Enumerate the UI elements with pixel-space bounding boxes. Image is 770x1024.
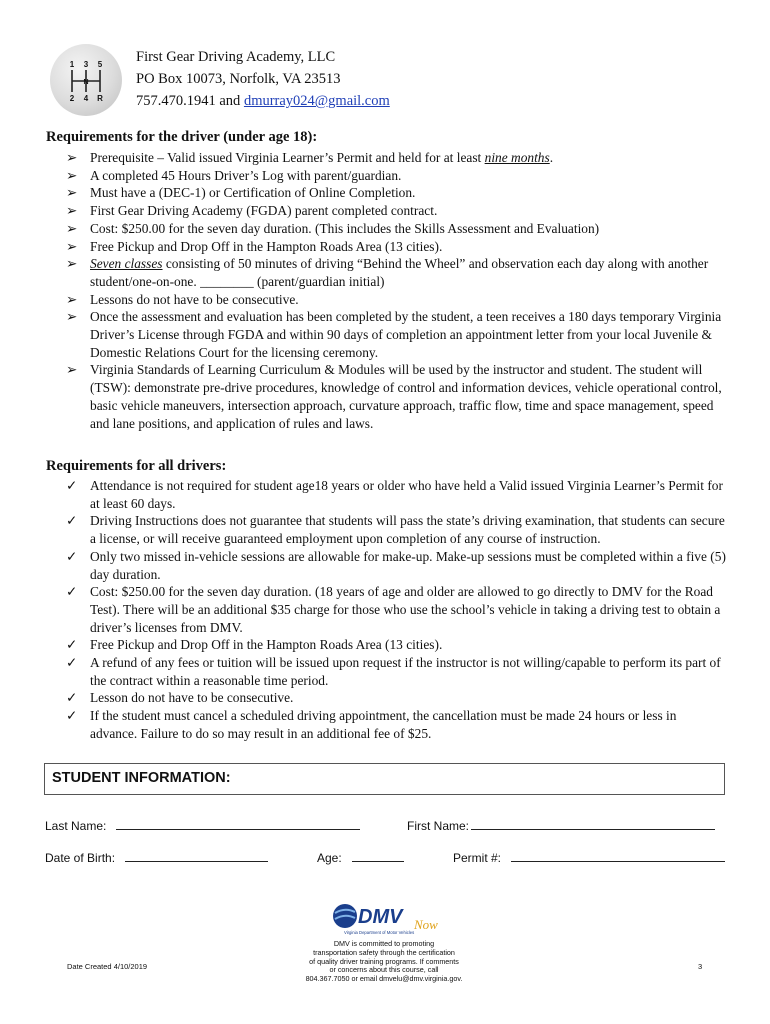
gear-label: N <box>83 79 89 86</box>
dmv-now-logo <box>330 899 442 939</box>
arrow-bullet-icon: ➢ <box>66 238 78 254</box>
gear-label: 1 <box>69 60 75 69</box>
age-line[interactable] <box>352 850 404 862</box>
requirement-text: First Gear Driving Academy (FGDA) parent completed contract. <box>90 203 438 219</box>
requirement-text: Attendance is not required for student age18 years or older who have held a Valid issued Virginia Learner’s Permit for at least 60 days. <box>90 478 723 511</box>
requirement-item <box>66 238 726 256</box>
requirement-text: Cost: $250.00 for the seven day duration. (This includes the Skills Assessment and Evaluation) <box>90 220 600 236</box>
dmv-wordmark: DMV <box>358 906 403 928</box>
company-contact <box>136 93 390 110</box>
gear-label: 2 <box>69 94 75 103</box>
company-name: First Gear Driving Academy, LLC <box>136 49 336 65</box>
emphasis-text: nine months <box>484 150 550 165</box>
requirement-item <box>66 512 726 547</box>
dmv-logo-icon <box>330 899 442 939</box>
requirement-text: Once the assessment and evaluation has been completed by the student, a teen receives a 180 days temporary Virginia Driver’s License through FGDA and within 90 days of completion an appointment letter from your local Juvenile & Domestic Relations Court for the licensing ceremony. <box>90 309 722 360</box>
email-link[interactable]: dmurray024@gmail.com <box>243 93 390 109</box>
permit-field[interactable] <box>453 850 725 865</box>
check-bullet-icon: ✓ <box>66 708 78 724</box>
requirement-text: Seven classes consisting of 50 minutes of driving “Behind the Wheel” and observation each day along with another student/one-on-one. ________ (parent/guardian initial) <box>90 256 709 289</box>
requirement-item <box>66 654 726 689</box>
arrow-bullet-icon: ➢ <box>66 291 78 307</box>
requirement-text: Lesson do not have to be consecutive. <box>90 690 294 706</box>
requirement-item <box>66 202 726 220</box>
dmv-statement-line: DMV is committed to promoting <box>333 939 435 948</box>
check-bullet-icon: ✓ <box>66 513 78 529</box>
requirement-text: If the student must cancel a scheduled driving appointment, the cancellation must be made 24 hours or less in advance. Failure to do so may result in an additional fee of $25. <box>90 708 677 741</box>
gear-label: 3 <box>83 60 89 69</box>
dob-label: Date of Birth: <box>45 851 116 865</box>
permit-line[interactable] <box>511 850 725 862</box>
dmv-tagline: Virginia Department of Motor Vehicles <box>344 930 415 935</box>
requirement-text: A refund of any fees or tuition will be issued upon request if the instructor is not willing/capable to perform its part of the contract within a reasonable time period. <box>90 655 721 688</box>
age-label: Age: <box>317 851 342 865</box>
dob-field[interactable] <box>45 850 268 865</box>
requirement-text: Only two missed in-vehicle sessions are allowable for make-up. Make-up sessions must be completed within a five (5) day duration. <box>90 548 726 582</box>
arrow-bullet-icon: ➢ <box>66 309 78 325</box>
check-bullet-icon: ✓ <box>66 655 78 671</box>
arrow-bullet-icon: ➢ <box>66 362 78 378</box>
arrow-bullet-icon: ➢ <box>66 220 78 236</box>
last-name-line[interactable] <box>116 818 360 830</box>
gear-label: 4 <box>83 94 89 103</box>
gear-pattern-icon <box>50 44 122 116</box>
requirements-under-18-list <box>66 149 726 432</box>
check-bullet-icon: ✓ <box>66 478 78 493</box>
dob-line[interactable] <box>125 850 268 862</box>
first-name-field[interactable] <box>407 818 715 833</box>
check-bullet-icon: ✓ <box>66 548 78 564</box>
requirement-item <box>66 167 726 185</box>
company-phone: 757.470.1941 and <box>136 93 241 109</box>
requirement-text: Free Pickup and Drop Off in the Hampton Roads Area (13 cities). <box>90 637 443 653</box>
requirement-text: Lessons do not have to be consecutive. <box>90 291 299 307</box>
requirement-text: Prerequisite – Valid issued Virginia Learner’s Permit and held for at least nine months. <box>90 150 554 165</box>
requirement-text: Free Pickup and Drop Off in the Hampton Roads Area (13 cities). <box>90 238 443 254</box>
dmv-statement <box>284 940 484 984</box>
requirement-item <box>66 291 726 309</box>
age-field[interactable] <box>317 850 404 865</box>
check-bullet-icon: ✓ <box>66 584 78 600</box>
company-address: PO Box 10073, Norfolk, VA 23513 <box>136 71 341 87</box>
arrow-bullet-icon: ➢ <box>66 167 78 183</box>
requirement-item <box>66 308 726 361</box>
last-name-label: Last Name: <box>45 819 107 833</box>
dmv-statement-line: of quality driver training programs. If comments <box>309 956 459 966</box>
requirement-item <box>66 548 726 583</box>
requirement-text: A completed 45 Hours Driver’s Log with parent/guardian. <box>90 167 402 183</box>
requirement-item <box>66 149 726 167</box>
requirement-item <box>66 477 726 512</box>
requirement-item <box>66 361 726 432</box>
dmv-statement-line: or concerns about this course, call <box>329 965 439 975</box>
requirement-item <box>66 707 726 742</box>
page-number: 3 <box>698 962 703 971</box>
section-title-all-drivers: Requirements for all drivers: <box>46 458 227 474</box>
first-name-label: First Name: <box>407 819 470 833</box>
arrow-bullet-icon: ➢ <box>66 150 78 165</box>
requirement-item <box>66 689 726 707</box>
dmv-now-wordmark: Now <box>414 917 438 932</box>
check-bullet-icon: ✓ <box>66 637 78 653</box>
section-title-under-18: Requirements for the driver (under age 18): <box>46 129 318 145</box>
gear-label: R <box>97 94 103 103</box>
requirement-text: Driving Instructions does not guarantee that students will pass the state’s driving examination, that students can secure a license, or will receive guaranteed employment upon completion of any course of instruction. <box>90 513 725 547</box>
gear-label: 5 <box>97 60 103 69</box>
last-name-field[interactable] <box>45 818 360 833</box>
requirement-item <box>66 255 726 290</box>
student-info-title: STUDENT INFORMATION: <box>52 770 231 786</box>
permit-label: Permit #: <box>453 851 502 865</box>
arrow-bullet-icon: ➢ <box>66 256 78 272</box>
requirement-item <box>66 220 726 238</box>
requirement-item <box>66 184 726 202</box>
requirement-text: Virginia Standards of Learning Curriculum & Modules will be used by the instructor and student. The student will (TSW): demonstrate pre-drive procedures, knowledge of control and information devices, vehicle operational control, basic vehicle maneuvers, intersection approach, curvature approach, traffic flow, time and space management, speed and lane positions, and application of rules and laws. <box>90 362 722 431</box>
arrow-bullet-icon: ➢ <box>66 203 78 219</box>
requirement-text: Must have a (DEC-1) or Certification of Online Completion. <box>90 185 416 201</box>
dmv-statement-line: transportation safety through the certification <box>313 947 455 957</box>
requirement-text: Cost: $250.00 for the seven day duration. (18 years of age and older are allowed to go directly to DMV for the Road Test). There will be an additional $35 charge for those who use the school’s vehicle in taking a driving test to obtain a driver’s licenses from DMV. <box>90 584 721 635</box>
student-info-header <box>44 763 725 795</box>
first-name-line[interactable] <box>471 818 715 830</box>
requirement-item <box>66 636 726 654</box>
check-bullet-icon: ✓ <box>66 690 78 706</box>
requirements-all-drivers-list <box>66 477 726 743</box>
gear-shift-logo <box>50 44 122 116</box>
date-created: Date Created 4/10/2019 <box>67 962 148 971</box>
dmv-statement-line: 804.367.7050 or email dmvelu@dmv.virginia.gov. <box>305 974 463 984</box>
arrow-bullet-icon: ➢ <box>66 185 78 201</box>
requirement-item <box>66 583 726 636</box>
emphasis-text: Seven classes <box>90 256 163 272</box>
